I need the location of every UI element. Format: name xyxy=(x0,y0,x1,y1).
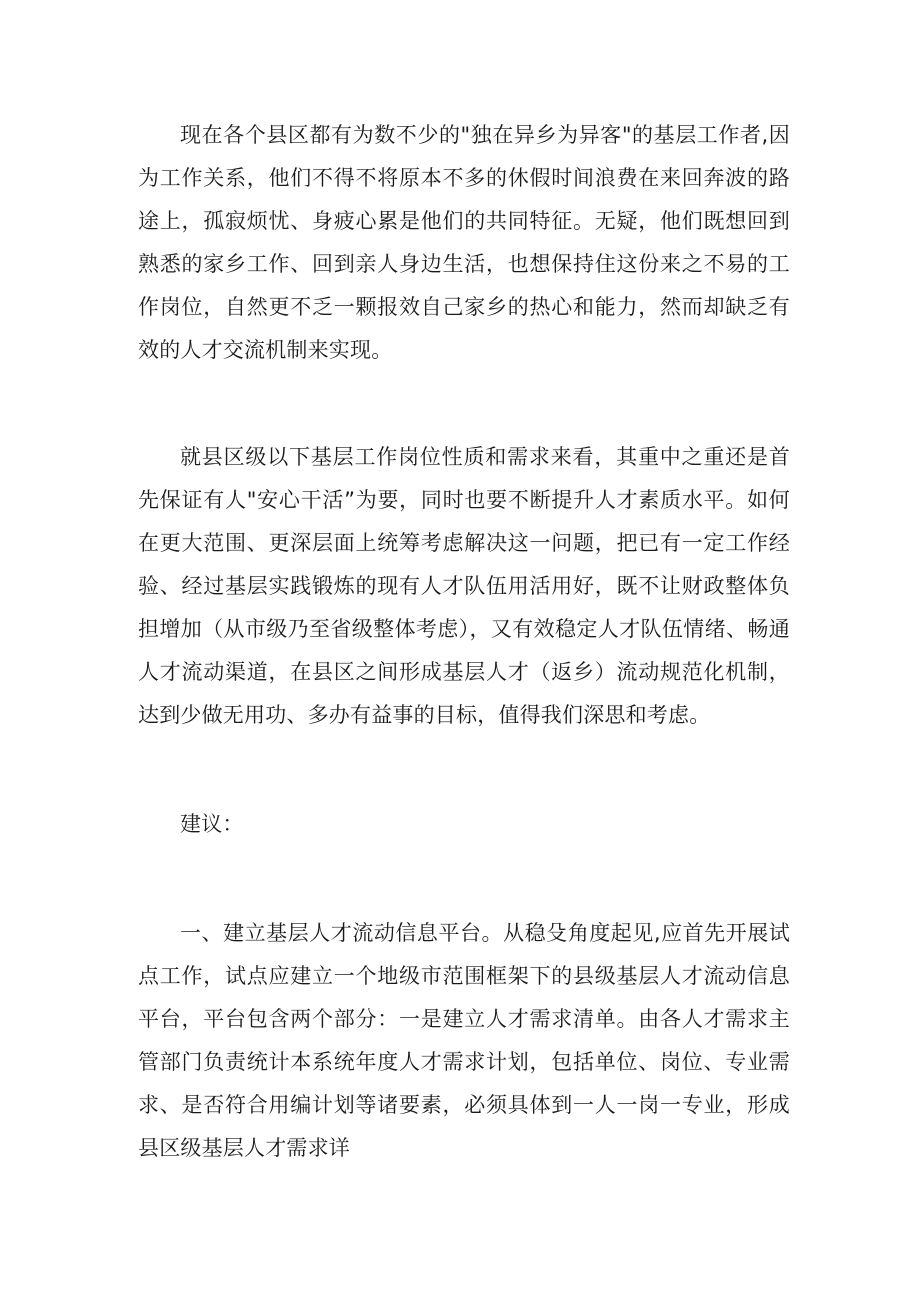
paragraph-3: 建议： xyxy=(180,812,244,836)
document-body xyxy=(138,114,790,1170)
paragraph-2: 就县区级以下基层工作岗位性质和需求来看，其重中之重还是首先保证有人"安心干活”为要，同时也要不断提升人才素质水平。如何在更大范围、更深层面上统筹考虑解决这一问题，把已有一定工作经验、经过基层实践锻炼的现有人才队伍用活用好，既不让财政整体负担增加（从市级乃至省级整体考虑），又有效稳定人才队伍情绪、畅通人才流动渠道，在县区之间形成基层人才（返乡）流动规范化机制，达到少做无用功、多办有益事的目标，值得我们深思和考虑。 xyxy=(138,445,790,727)
paragraph-1: 现在各个县区都有为数不少的"独在异乡为异客"的基层工作者,因为工作关系，他们不得不将原本不多的休假时间浪费在来回奔波的路途上，孤寂烦忧、身疲心累是他们的共同特征。无疑，他们既想回到熟悉的家乡工作、回到亲人身边生活，也想保持住这份来之不易的工作岗位，自然更不乏一颗报效自己家乡的热心和能力，然而却缺乏有效的人才交流机制来实现。 xyxy=(138,123,790,362)
paragraph-4: 一、建立基层人才流动信息平台。从稳殳角度起见,应首先开展试点工作，试点应建立一个地级市范围框架下的县级基层人才流动信息平台，平台包含两个部分：一是建立人才需求清单。由各人才需求主管部门负责统计本系统年度人才需求计划，包括单位、岗位、专业需求、是否符合用编计划等诸要素，必须具体到一人一岗一专业，形成县区级基层人才需求详 xyxy=(138,921,790,1160)
